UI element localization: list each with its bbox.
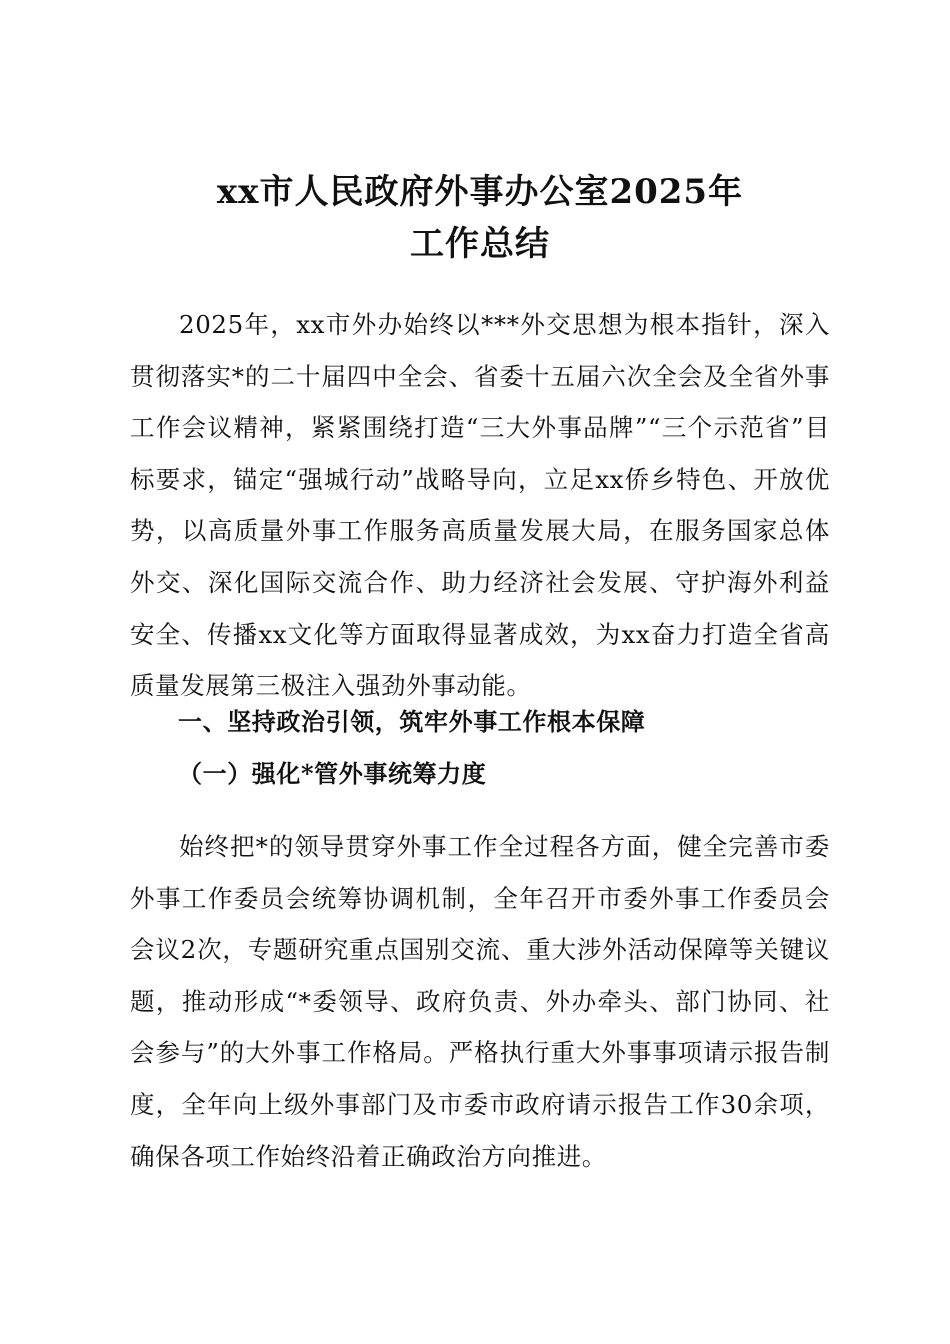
document-title-line1: xx市人民政府外事办公室2025年 — [216, 172, 744, 212]
section-heading: 一、坚持政治引领，筑牢外事工作根本保障 — [178, 708, 646, 736]
document-title-line2: 工作总结 — [410, 224, 550, 264]
intro-paragraph: 2025年，xx市外办始终以***外交思想为根本指针，深入贯彻落实*的二十届四中全会、省委十五届六次全会及全省外事工作会议精神，紧紧围绕打造“三大外事品牌”“三个示范省”目标要求，锚定“强城行动”战略导向，立足xx侨乡特色、开放优势，以高质量外事工作服务高质量发展大局，在服务国家总体外交、深化国际交流合作、助力经济社会发展、守护海外利益安全、传播xx文化等方面取得显著成效，为xx奋力打造全省高质量发展第三极注入强劲外事动能。 — [130, 310, 830, 701]
subsection-heading: （一）强化*管外事统筹力度 — [178, 759, 487, 788]
body-paragraph: 始终把*的领导贯穿外事工作全过程各方面，健全完善市委外事工作委员会统筹协调机制，全年召开市委外事工作委员会会议2次，专题研究重点国别交流、重大涉外活动保障等关键议题，推动形成“*委领导、政府负责、外办牵头、部门协同、社会参与”的大外事工作格局。严格执行重大外事事项请示报告制度，全年向上级外事部门及市委市政府请示报告工作30余项，确保各项工作始终沿着正确政治方向推进。 — [130, 832, 830, 1171]
